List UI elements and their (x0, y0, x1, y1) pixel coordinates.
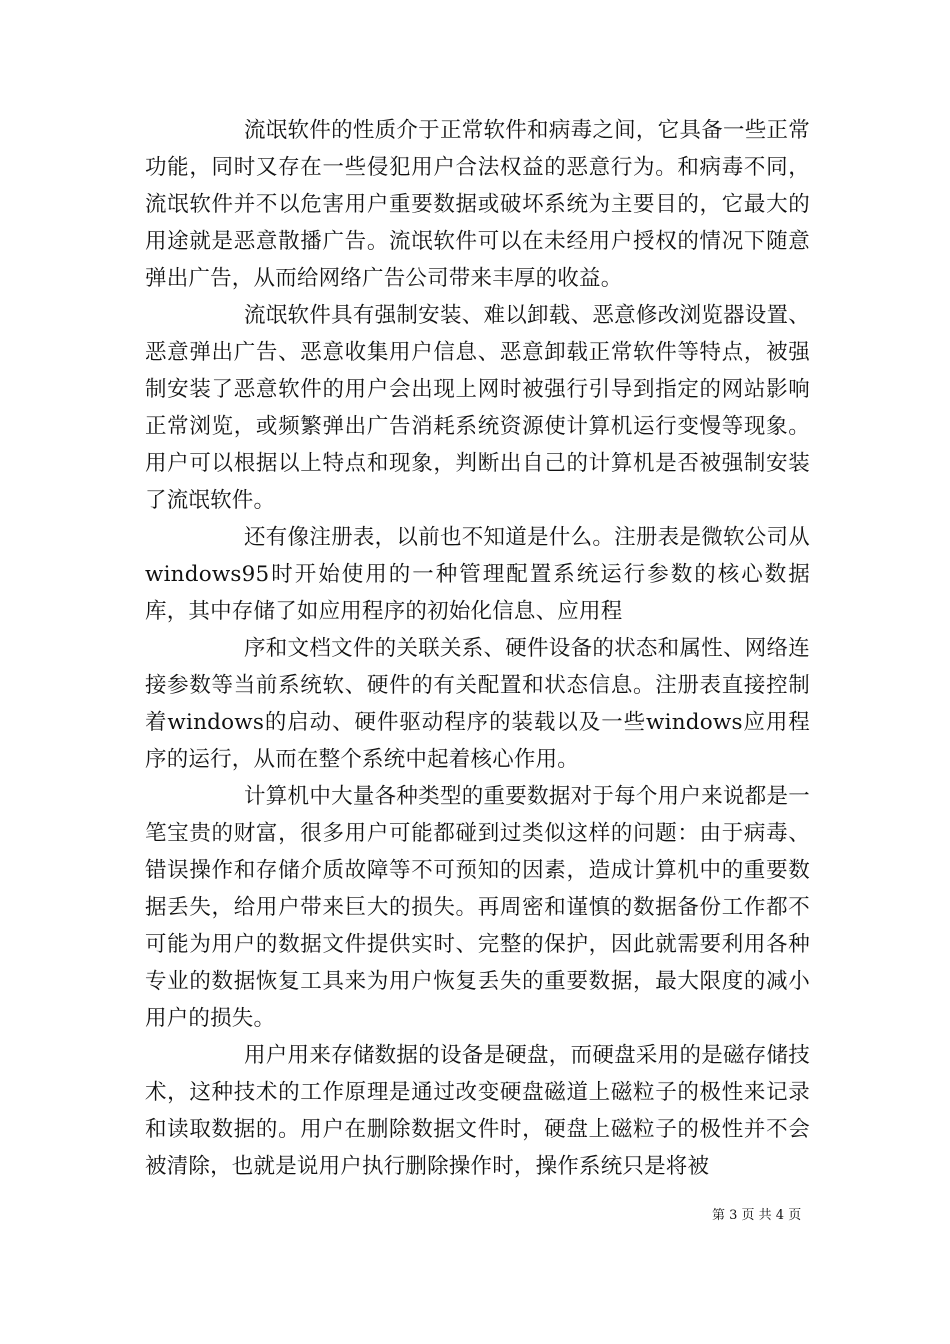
paragraph-5: 计算机中大量各种类型的重要数据对于每个用户来说都是一笔宝贵的财富，很多用户可能都碰到过类似这样的问题：由于病毒、错误操作和存储介质故障等不可预知的因素，造成计算机中的重要数据丢失，给用户带来巨大的损失。再周密和谨慎的数据备份工作都不可能为用户的数据文件提供实时、完整的保护，因此就需要利用各种专业的数据恢复工具来为用户恢复丢失的重要数据，最大限度的减小用户的损失。 (145, 784, 810, 1031)
document-body (145, 112, 810, 1185)
paragraph-2: 流氓软件具有强制安装、难以卸载、恶意修改浏览器设置、恶意弹出广告、恶意收集用户信息、恶意卸载正常软件等特点，被强制安装了恶意软件的用户会出现上网时被强行引导到指定的网站影响正常浏览，或频繁弹出广告消耗系统资源使计算机运行变慢等现象。用户可以根据以上特点和现象，判断出自己的计算机是否被强制安装了流氓软件。 (145, 303, 810, 513)
paragraph-6: 用户用来存储数据的设备是硬盘，而硬盘采用的是磁存储技术，这种技术的工作原理是通过改变硬盘磁道上磁粒子的极性来记录和读取数据的。用户在删除数据文件时，硬盘上磁粒子的极性并不会被清除，也就是说用户执行删除操作时，操作系统只是将被 (145, 1043, 810, 1179)
paragraph-3: 还有像注册表，以前也不知道是什么。注册表是微软公司从windows95时开始使用的一种管理配置系统运行参数的核心数据库，其中存储了如应用程序的初始化信息、应用程 (145, 525, 810, 624)
paragraph-1: 流氓软件的性质介于正常软件和病毒之间，它具备一些正常功能，同时又存在一些侵犯用户合法权益的恶意行为。和病毒不同，流氓软件并不以危害用户重要数据或破坏系统为主要目的，它最大的用途就是恶意散播广告。流氓软件可以在未经用户授权的情况下随意弹出广告，从而给网络广告公司带来丰厚的收益。 (145, 118, 810, 291)
page-number-footer: 第 3 页 共 4 页 (712, 1208, 802, 1223)
paragraph-4: 序和文档文件的关联关系、硬件设备的状态和属性、网络连接参数等当前系统软、硬件的有关配置和状态信息。注册表直接控制着windows的启动、硬件驱动程序的装载以及一些windows应用程序的运行，从而在整个系统中起着核心作用。 (145, 636, 810, 772)
